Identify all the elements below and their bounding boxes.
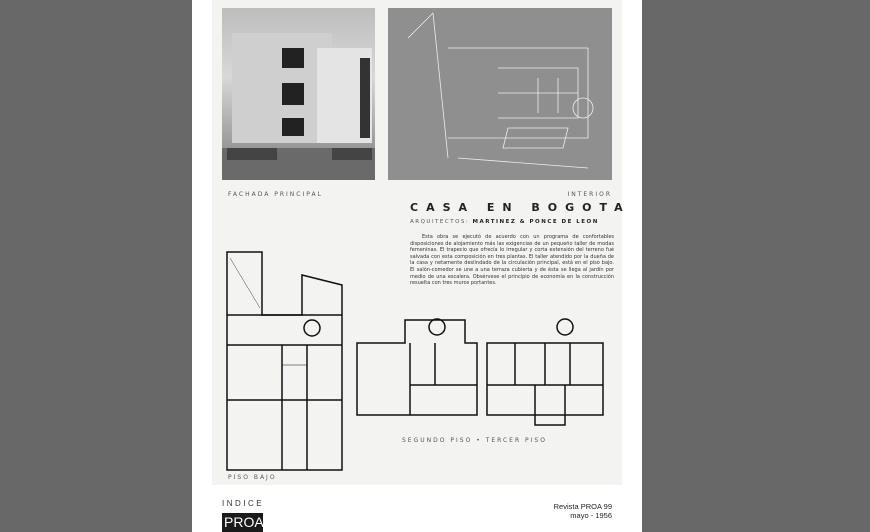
architects-label: ARQUITECTOS: [410, 219, 470, 225]
issue-date: mayo - 1956 [570, 511, 612, 520]
sketch-caption: INTERIOR [567, 191, 612, 198]
document-page [192, 0, 642, 532]
article-title: CASA EN BOGOTA [410, 201, 631, 214]
proa-logo: PROA [224, 514, 264, 530]
architects-names: MARTINEZ & PONCE DE LEON [472, 219, 599, 225]
article-body: Esta obra se ejecutó de acuerdo con un programa de confortables disposiciones de alojamiento más las exigencias de un pequeño taller de modas femeninas. El trapecio que ofrecía lo irregular y corta extensión del terreno fué salvada con esta composición en tres plantas. El taller atendido por la dueña de la casa y netamente deslindado de la circulación principal, está en el piso bajo. El salón-comedor se une a una terraza cubierta y de ésta se llega al jardín por medio de una escalera. Obsérvese el principio de economía en la construcción resuelta con tres muros portantes. [410, 234, 614, 287]
ground-floor-label: PISO BAJO [228, 474, 277, 481]
interior-sketch [388, 8, 612, 180]
upper-floors-label: SEGUNDO PISO • TERCER PISO [402, 437, 547, 444]
ground-floor-plan [222, 250, 347, 472]
third-floor-plan [485, 315, 605, 430]
issue-info [554, 502, 612, 520]
second-floor-plan [355, 315, 480, 430]
facade-photo [222, 8, 375, 180]
architects-line [410, 219, 614, 225]
building-image [222, 8, 375, 180]
magazine-issue: Revista PROA 99 [553, 502, 612, 511]
interior-drawing [388, 8, 612, 180]
indice-label: INDICE [222, 499, 265, 508]
photo-caption: FACHADA PRINCIPAL [228, 191, 323, 198]
